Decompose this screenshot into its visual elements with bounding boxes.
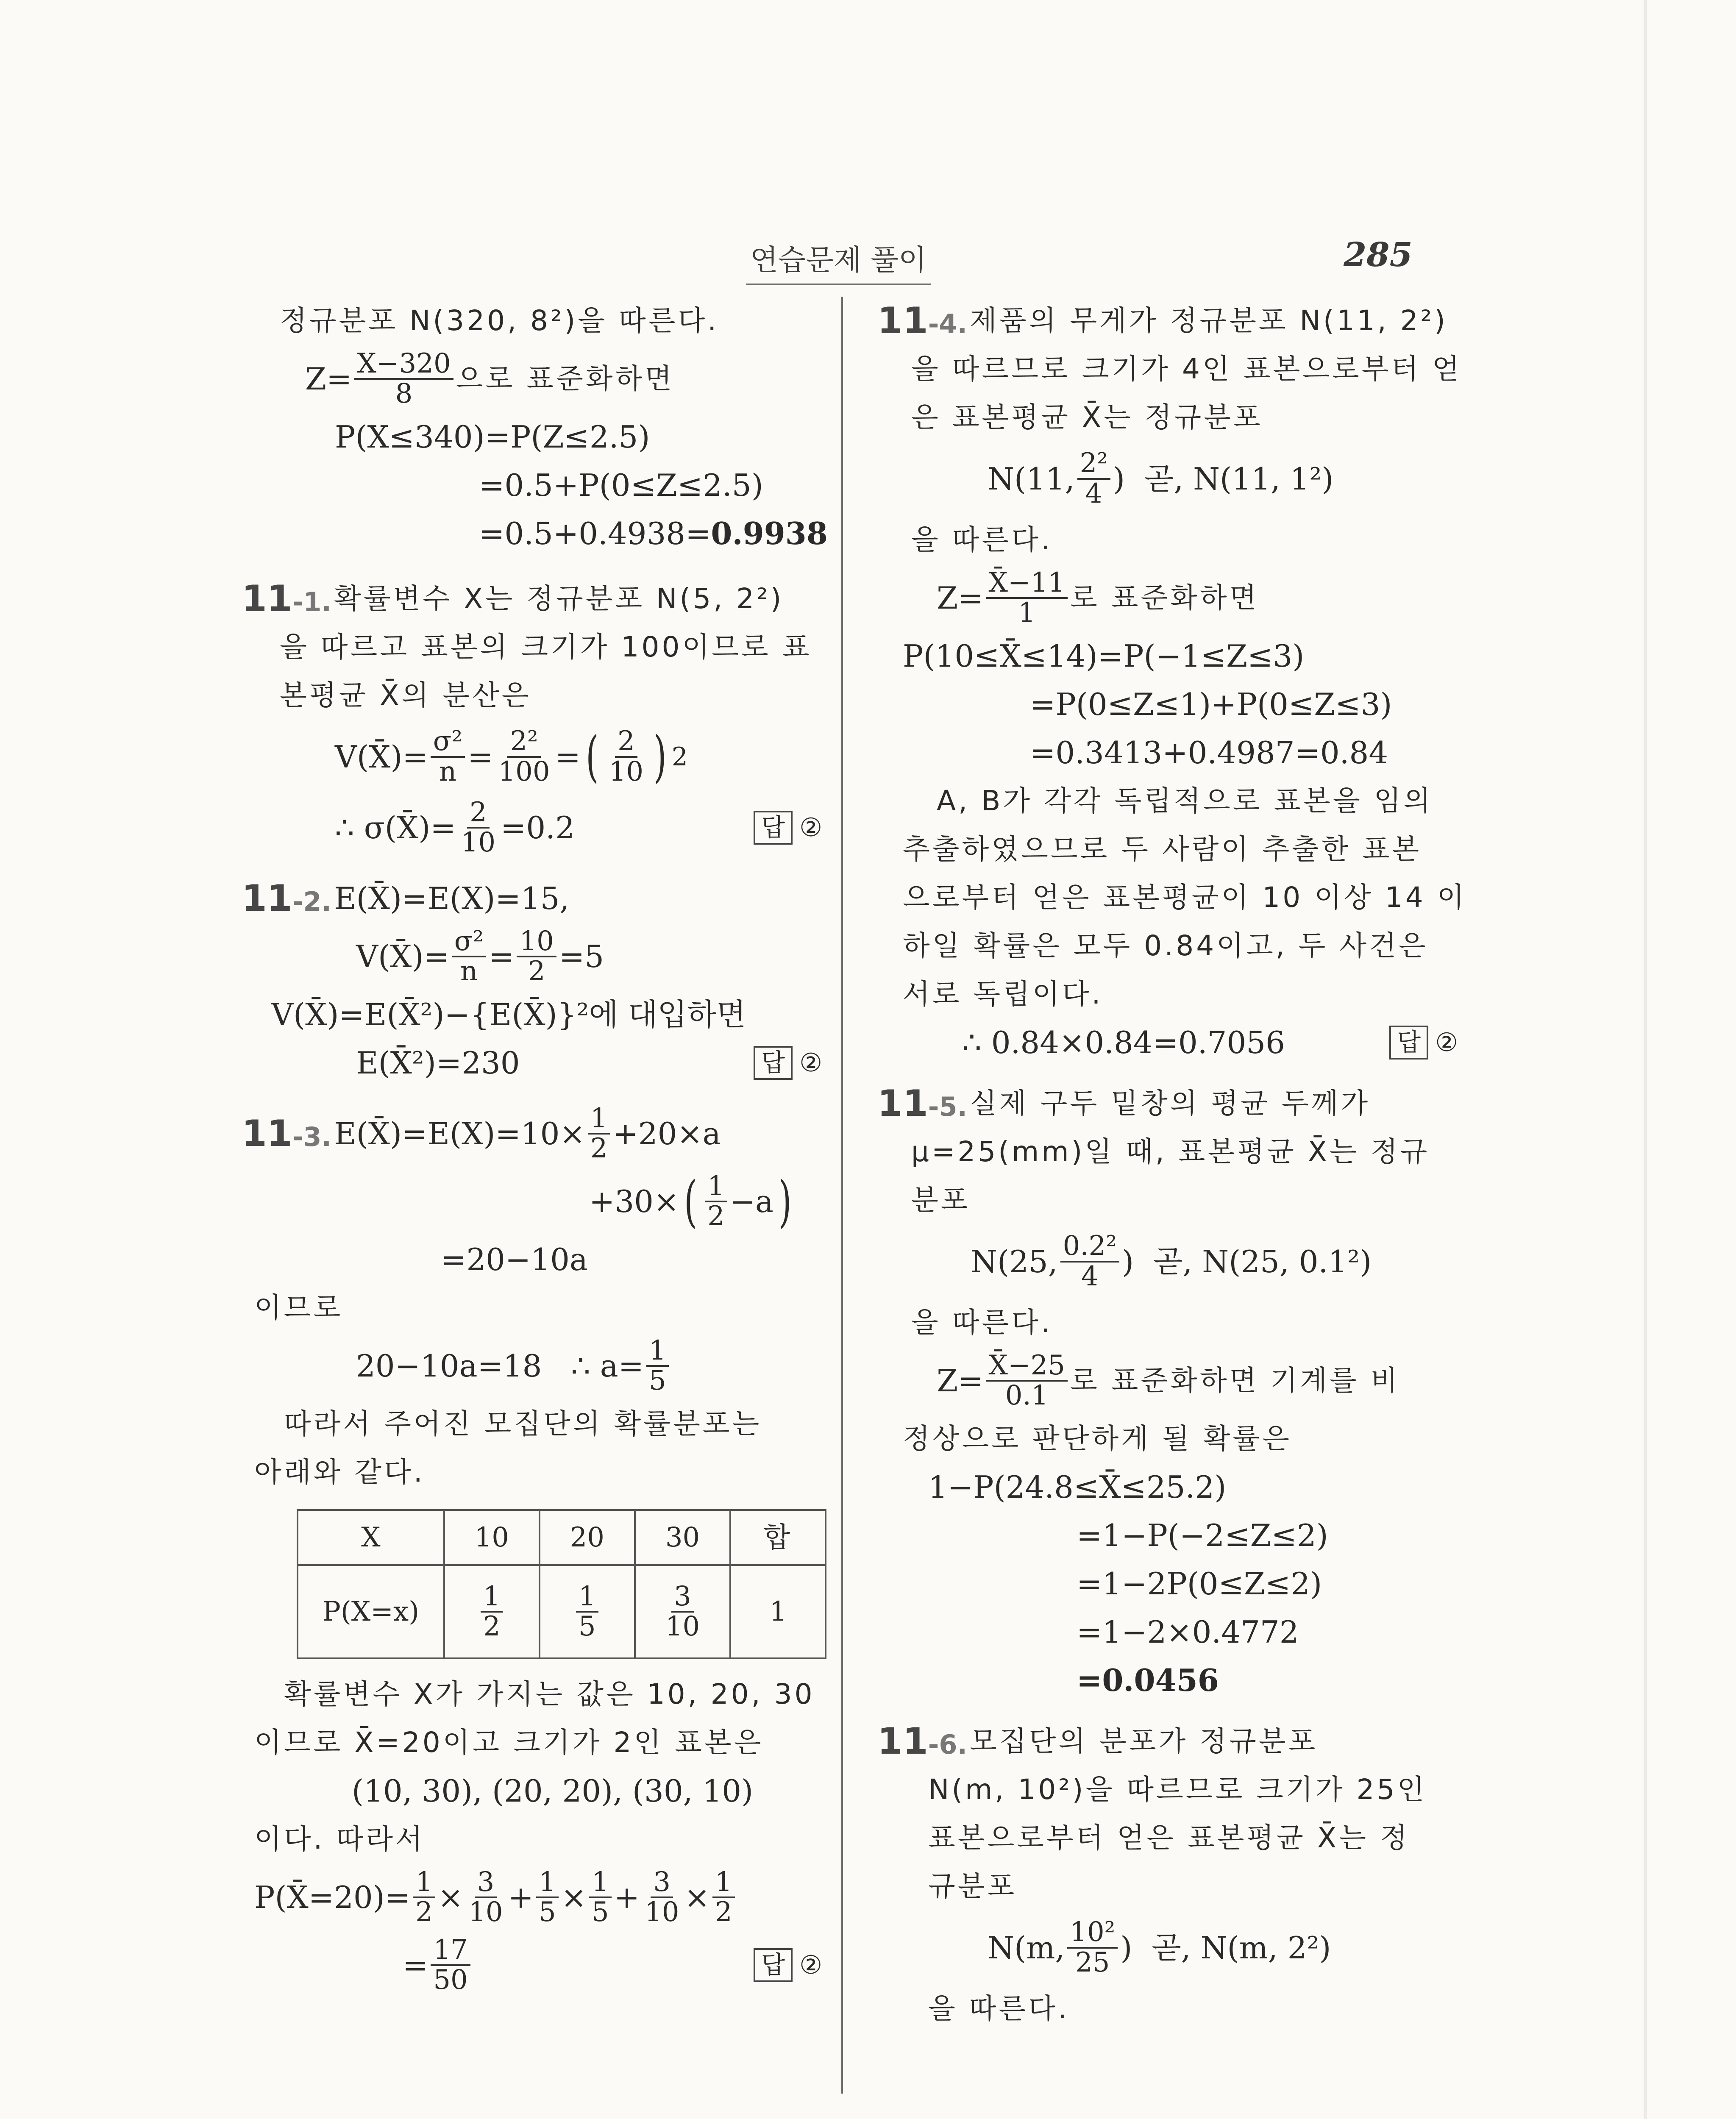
result-value: 0.9938 [711,515,828,551]
equation-line: = $\frac{17}{50}$ 답 ② [403,1934,822,1996]
problem-11-1: 11-1. 확률변수 X는 정규분포 N(5, 2²) [242,578,784,620]
text-line: 을 따르므로 크기가 4인 표본으로부터 얻 [911,353,1462,385]
equation-line: =20−10a [441,1242,588,1277]
equation-line: ∴ 0.84×0.84=0.7056 답 ② [962,1025,1458,1060]
text-line: 분포 [911,1184,971,1216]
equation-line: =P(0≤Z≤1)+P(0≤Z≤3) [1030,687,1392,722]
equation-line: Z= $\frac{X̄-25}{0.1}$ 로 표준화하면 기계를 비 [937,1349,1400,1411]
equation-line: +30× ( $\frac{1}{2}$ −a ) [589,1169,792,1234]
text-line: 표본으로부터 얻은 표본평균 X̄는 정 [928,1821,1410,1854]
equation-line: Z= $\frac{X̄-11}{1}$ 로 표준화하면 [937,567,1259,628]
text-line: 하일 확률은 모두 0.84이고, 두 사건은 [903,929,1428,962]
problem-11-2: 11-2. E(X̄)=E(X)=15, [242,877,570,920]
text-line: 을 따른다. [928,1992,1069,2025]
text-line: 을 따르고 표본의 크기가 100이므로 표 [280,631,812,663]
equation-line: (10, 30), (20, 20), (30, 10) [352,1773,754,1809]
equation-line: V(X̄)= $\frac{\text{σ²}}{n}$ = $\frac{\text{2²}}{100}$ = ( $\frac{2}{10}$ ) 2 [335,724,688,789]
equation-line: N(m, $\frac{\text{10²}}{25}$ ) 곧, N(m, 2²) [988,1916,1331,1978]
page-edge [1644,0,1647,2119]
text-line: 은 표본평균 X̄는 정규분포 [911,401,1263,434]
problem-number: 11-1. [242,578,332,620]
text-line: μ=25(mm)일 때, 표본평균 X̄는 정규 [911,1135,1430,1168]
equation-line: P(X̄=20)= $\frac{1}{2}$ × $\frac{3}{10}$ + $\frac{1}{5}$ × $\frac{1}{5}$ + $\frac{3}{10}$ × $\frac{1}{2}$ [242,1863,826,1931]
equation-line: =1−2P(0≤Z≤2) [1077,1566,1322,1602]
problem-number: 11-2. [242,877,332,920]
text-line: 이므로 X̄=20이고 크기가 2인 표본은 [254,1726,764,1759]
equation-line: =0.3413+0.4987=0.84 [1030,735,1388,770]
text-line: 서로 독립이다. [903,978,1103,1010]
equation-line: P(10≤X̄≤14)=P(−1≤Z≤3) [903,638,1305,674]
column-divider [841,297,843,2094]
problem-number: 11-3. [242,1112,332,1155]
problem-11-6: 11-6. 모집단의 분포가 정규분포 [877,1720,1318,1763]
text-line: 확률변수 X가 가지는 값은 10, 20, 30 [284,1678,815,1710]
section-title: 연습문제 풀이 [746,237,931,285]
text-line: 이다. 따라서 [254,1823,425,1855]
text-line: 규분포 [928,1870,1017,1902]
text-line: 으로부터 얻은 표본평균이 10 이상 14 이 [903,881,1467,914]
equation-line: N(11, $\frac{\text{2²}}{4}$ ) 곧, N(11, 1²) [988,448,1334,509]
equation-line: N(25, $\frac{\text{0.2²}}{4}$ ) 곧, N(25, 0.1²) [971,1230,1372,1292]
text-line: 추출하였으므로 두 사람이 추출한 표본 [903,833,1422,865]
table-row: P(X=x) $\frac{1}{2}$ $\frac{1}{5}$ $\frac{3}{10}$ 1 [298,1565,826,1658]
equation-line: E(X̄²)=230 답 ② [356,1045,822,1081]
right-column [877,297,1467,2033]
distribution-table [297,1509,826,1659]
text-line: 정상으로 판단하게 될 확률은 [903,1422,1292,1455]
problem-11-3: 11-3. E(X̄)=E(X)=10× $\frac{1}{2}$ +20×a [242,1102,721,1164]
table-header-row: X 10 20 30 합 [298,1510,826,1565]
answer-mark: 답 ② [754,1046,822,1080]
equation-line: Z= $\frac{X-320}{8}$ 으로 표준화하면 [305,348,674,409]
page-header [0,229,1736,288]
problem-11-4: 11-4. 제품의 무게가 정규분포 N(11, 2²) [877,300,1448,342]
text-line: 을 따른다. [911,1306,1052,1339]
page-number: 285 [1344,236,1413,274]
equation-line: =1−P(−2≤Z≤2) [1077,1518,1328,1553]
equation-line [877,1656,1462,1705]
text-line: 을 따른다. [911,523,1052,556]
answer-mark: 답 ② [754,811,822,845]
fraction: $\frac{X-320}{8}$ [354,350,453,408]
problem-number: 11-4. [877,300,968,342]
equation-line: =1−2×0.4772 [1077,1614,1299,1650]
result-value: =0.0456 [1077,1662,1219,1698]
equation-line: V(X̄)=E(X̄²)−{E(X̄)}²에 대입하면 [271,997,746,1032]
equation-line: 20−10a=18 ∴ a= $\frac{1}{5}$ [242,1332,826,1400]
text-line: 따라서 주어진 모집단의 확률분포는 [284,1407,762,1440]
answer-mark: 답 ② [1389,1026,1458,1060]
equation-line: 1−P(24.8≤X̄≤25.2) [928,1469,1227,1505]
text-line: 본평균 X̄의 분산은 [280,679,531,712]
text-line: 이므로 [254,1291,343,1324]
problem-11-5: 11-5. 실제 구두 밑창의 평균 두께가 [877,1082,1371,1125]
answer-mark: 답 ② [754,1948,822,1982]
equation-line: =0.5+P(0≤Z≤2.5) [479,467,763,503]
equation-line: =0.5+0.4938= 0.9938 [479,515,828,551]
text-line: 아래와 같다. [254,1456,425,1488]
equation-line: V(X̄)= $\frac{\text{σ²}}{n}$ = $\frac{10}{2}$ =5 [356,925,604,987]
equation-line: P(X≤340)=P(Z≤2.5) [335,419,650,455]
text-line: A, B가 각각 독립적으로 표본을 임의 [937,784,1433,817]
left-column [242,297,826,1999]
problem-number: 11-5. [877,1082,968,1125]
equation-line: ∴ σ(X̄)= $\frac{2}{10}$ =0.2 답 ② [335,796,822,858]
text-line: N(m, 10²)을 따르므로 크기가 25인 [928,1773,1427,1806]
problem-number: 11-6. [877,1720,968,1763]
text-line: 정규분포 N(320, 8²)을 따른다. [280,304,719,337]
distribution-table-wrap [242,1509,826,1670]
